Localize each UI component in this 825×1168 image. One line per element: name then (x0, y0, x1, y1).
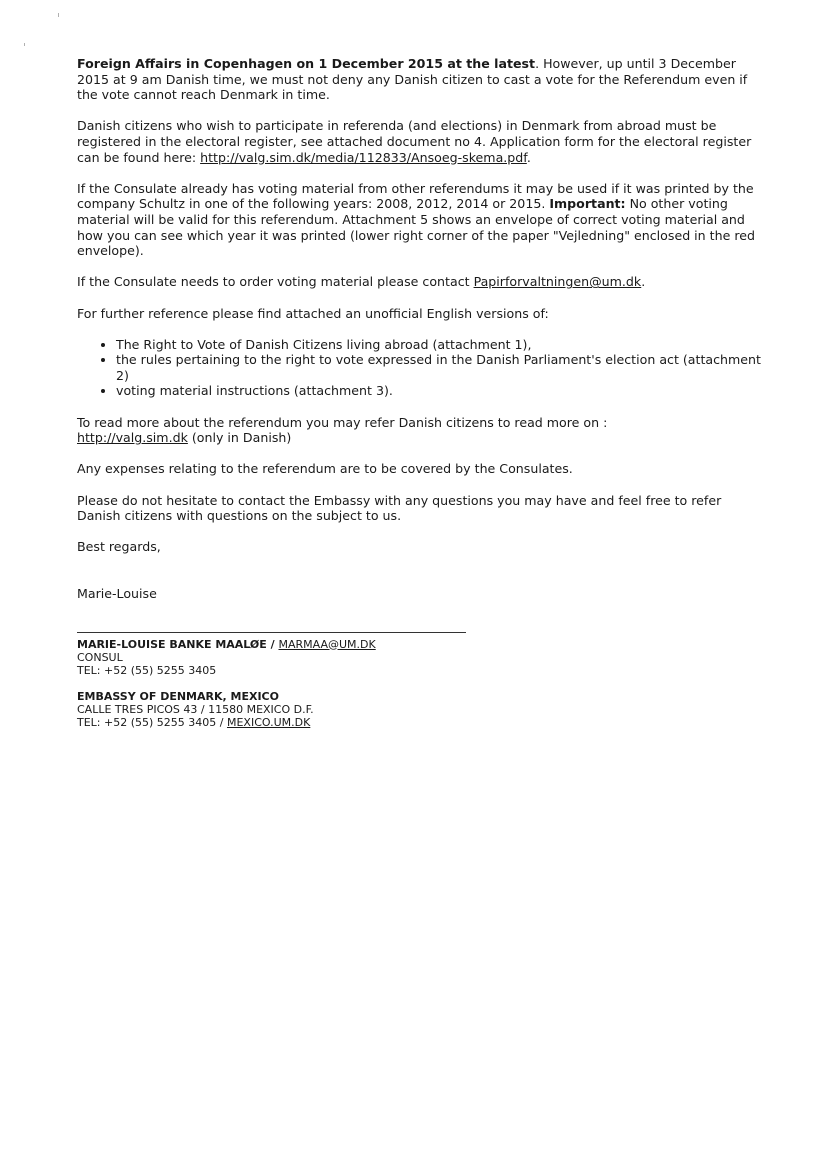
embassy-name: EMBASSY OF DENMARK, MEXICO (77, 689, 279, 703)
paragraph-read-more (77, 415, 767, 446)
papirforvaltningen-email-link[interactable]: Papirforvaltningen@um.dk (473, 274, 642, 290)
embassy-contact-line (77, 716, 767, 729)
signature-first-name: Marie-Louise (77, 586, 157, 601)
closing-greeting: Best regards, (77, 539, 161, 555)
order-material-text: If the Consulate needs to order voting material please contact (77, 274, 474, 290)
list-item: • the rules pertaining to the right to vote expressed in the Danish Parliament's election act (attachment 2) (116, 352, 767, 383)
consul-name-line (77, 638, 767, 651)
consul-title: CONSUL (77, 650, 123, 664)
deadline-text: . However, up until 3 December 2015 at 9 am Danish time, we must not deny any Danish citizen to cast a vote for the Referendum even if the vote cannot reach Denmark in time. (77, 56, 748, 103)
consul-signature-block (77, 638, 767, 677)
deadline-bold-text: Foreign Affairs in Copenhagen on 1 December 2015 at the latest (77, 56, 536, 71)
list-item: • voting material instructions (attachment 3). (116, 383, 767, 399)
list-item: • The Right to Vote of Danish Citizens living abroad (attachment 1), (116, 337, 767, 353)
important-label: Important: (549, 196, 626, 212)
paragraph-voting-material (77, 181, 767, 259)
consul-email-link[interactable]: MARMAA@UM.DK (278, 637, 376, 651)
electoral-register-text: Danish citizens who wish to participate in referenda (and elections) in Denmark from abroad must be registered in the electoral register, see attached document no 4. Application form for the electoral register can be found here: (77, 118, 752, 165)
voting-material-text: If the Consulate already has voting material from other referendums it may be used if it was printed by the company Schultz in one of the following years: 2008, 2012, 2014 or 2015. (77, 180, 754, 212)
paragraph-further-reference: For further reference please find attached an unofficial English versions of: (77, 305, 549, 321)
paragraph-deadline (77, 56, 767, 103)
consul-name: MARIE-LOUISE BANKE MAALØE (77, 637, 267, 651)
voting-material-text-cont: No other voting material will be valid for this referendum. Attachment 5 shows an envelope of correct voting material and how you can see which year it was printed (lower right corner of the paper "Vejledning" enclosed in the red envelope). (77, 196, 755, 259)
consul-tel: TEL: +52 (55) 5255 3405 (77, 663, 217, 677)
letter-body (77, 56, 767, 742)
embassy-address: CALLE TRES PICOS 43 / 11580 MEXICO D.F. (77, 702, 314, 716)
application-form-link[interactable]: http://valg.sim.dk/media/112833/Ansoeg-skema.pdf (200, 149, 527, 165)
attachments-list (77, 337, 767, 399)
paragraph-electoral-register (77, 118, 767, 165)
paragraph-contact: Please do not hesitate to contact the Embassy with any questions you may have and feel free to refer Danish citizens with questions on the subject to us. (77, 492, 722, 524)
scan-speck (24, 43, 25, 46)
scan-speck (58, 13, 59, 17)
signature-divider (77, 632, 466, 633)
embassy-website-link[interactable]: MEXICO.UM.DK (226, 715, 311, 729)
embassy-tel: TEL: +52 (55) 5255 3405 / (77, 715, 227, 729)
read-more-text: To read more about the referendum you may refer Danish citizens to read more on : (77, 414, 608, 430)
paragraph-expenses: Any expenses relating to the referendum are to be covered by the Consulates. (77, 461, 573, 477)
name-separator: / (266, 637, 279, 651)
valg-website-link[interactable]: http://valg.sim.dk (77, 430, 188, 446)
order-material-end: . (641, 274, 646, 290)
read-more-end: (only in Danish) (187, 430, 292, 446)
electoral-register-end: . (526, 149, 531, 165)
paragraph-order-material (77, 274, 767, 290)
embassy-block (77, 690, 767, 729)
